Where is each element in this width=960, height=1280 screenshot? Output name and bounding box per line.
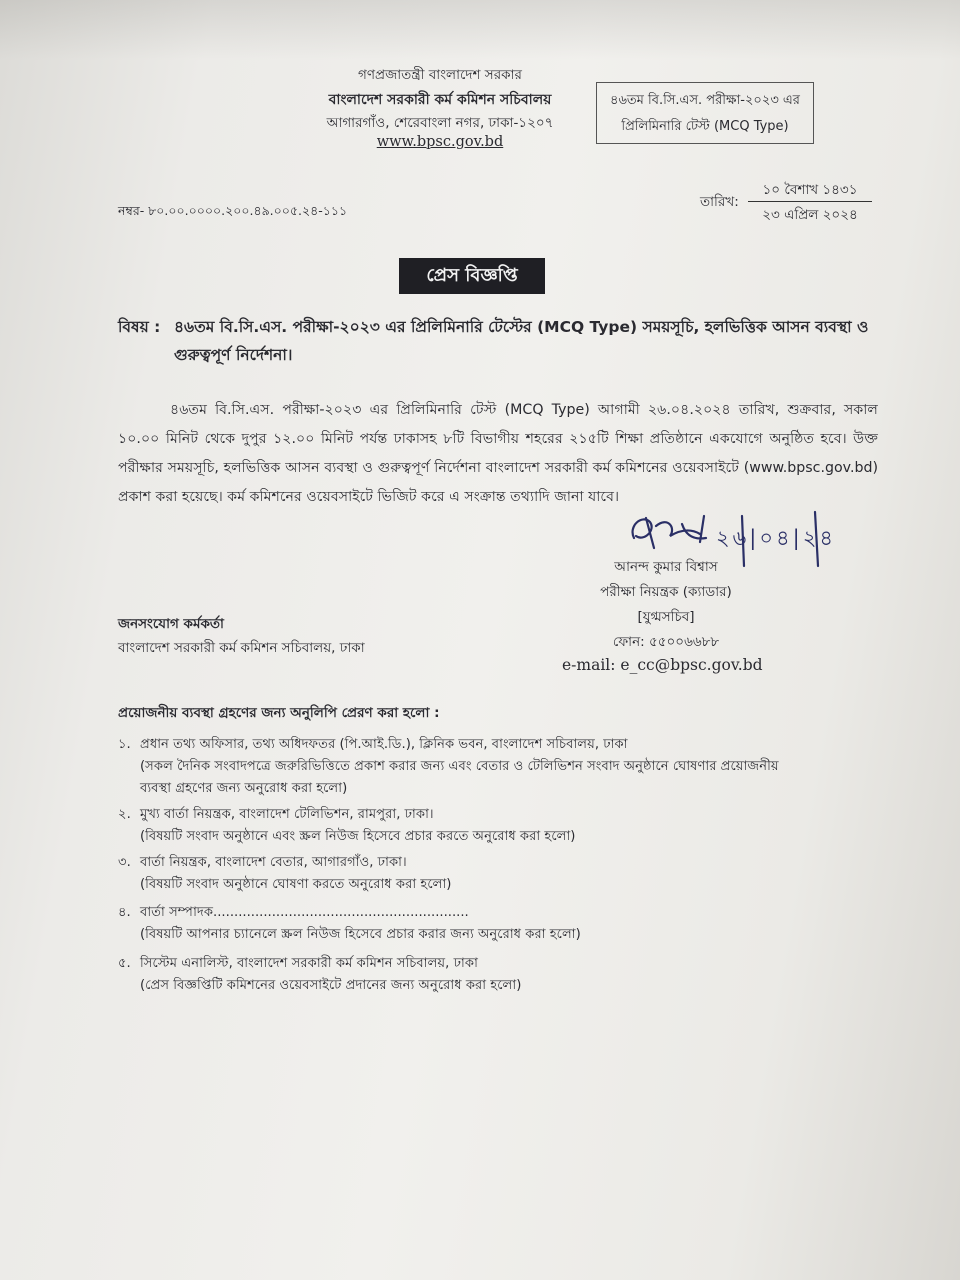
exam-label-line2: প্রিলিমিনারি টেস্ট (MCQ Type) xyxy=(621,119,789,134)
copy-heading: প্রয়োজনীয় ব্যবস্থা গ্রহণের জন্য অনুলিপি প্রেরণ করা হলো : xyxy=(118,705,440,721)
website-link[interactable]: www.bpsc.gov.bd xyxy=(376,134,504,150)
date-divider xyxy=(748,201,872,202)
pr-officer-title: জনসংযোগ কর্মকর্তা xyxy=(118,616,224,632)
signatory-name: আনন্দ কুমার বিশ্বাস xyxy=(614,559,718,575)
list-line: (বিষয়টি সংবাদ অনুষ্ঠানে ঘোষণা করতে অনুরোধ করা হলো) xyxy=(140,877,452,892)
list-line: (প্রেস বিজ্ঞপ্তিটি কমিশনের ওয়েবসাইটে প্রদানের জন্য অনুরোধ করা হলো) xyxy=(140,978,522,993)
memo-number: নম্বর- ৮০.০০.০০০০.২০০.৪৯.০০৫.২৪-১১১ xyxy=(118,203,348,218)
pr-officer-office: বাংলাদেশ সরকারী কর্ম কমিশন সচিবালয়, ঢাকা xyxy=(118,640,365,656)
handwritten-date: ২৬|০৪|২৪ xyxy=(716,526,837,550)
govt-line: গণপ্রজাতন্ত্রী বাংলাদেশ সরকার xyxy=(358,67,522,83)
date-english: ২৩ এপ্রিল ২০২৪ xyxy=(762,207,858,223)
exam-label-line1: ৪৬তম বি.সি.এস. পরীক্ষা-২০২৩ এর xyxy=(610,93,800,108)
press-release-title: প্রেস বিজ্ঞপ্তি xyxy=(399,258,545,294)
list-number: ৪. xyxy=(118,905,131,920)
list-line: সিস্টেম এনালিস্ট, বাংলাদেশ সরকারী কর্ম কমিশন সচিবালয়, ঢাকা xyxy=(140,956,478,971)
office-name: বাংলাদেশ সরকারী কর্ম কমিশন সচিবালয় xyxy=(328,92,552,108)
signatory-email[interactable]: e-mail: e_cc@bpsc.gov.bd xyxy=(562,656,763,674)
office-address: আগারগাঁও, শেরেবাংলা নগর, ঢাকা-১২০৭ xyxy=(326,115,554,131)
list-line: বার্তা সম্পাদক............................................................. xyxy=(140,905,469,920)
signatory-phone: ফোন: ৫৫০০৬৬৮৮ xyxy=(612,634,720,650)
subject-block xyxy=(118,313,888,364)
list-line: (বিষয়টি আপনার চ্যানেলে স্ক্রল নিউজ হিসেবে প্রচার করার জন্য অনুরোধ করা হলো) xyxy=(140,927,581,942)
list-number: ২. xyxy=(118,807,131,822)
date-label: তারিখ: xyxy=(700,194,739,210)
list-line: প্রধান তথ্য অফিসার, তথ্য অধিদফতর (পি.আই.ডি.), ক্লিনিক ভবন, বাংলাদেশ সচিবালয়, ঢাকা xyxy=(140,737,628,752)
list-number: ৫. xyxy=(118,956,131,971)
exam-label-box xyxy=(596,82,814,144)
list-line: ব্যবস্থা গ্রহণের জন্য অনুরোধ করা হলো) xyxy=(140,781,348,796)
list-number: ৩. xyxy=(118,855,131,870)
page-shadow xyxy=(0,0,960,60)
list-number: ১. xyxy=(118,737,131,752)
body-paragraph: ৪৬তম বি.সি.এস. পরীক্ষা-২০২৩ এর প্রিলিমিনারি টেস্ট (MCQ Type) আগামী ২৬.০৪.২০২৪ তারিখ, শুক্রবার, সকাল ১০.০০ মিনিট থেকে দুপুর ১২.০০ মিনিট পর্যন্ত ঢাকাসহ ৮টি বিভাগীয় শহরের ২১৫টি শিক্ষা প্রতিষ্ঠানে একযোগে অনুষ্ঠিত হবে। উক্ত পরীক্ষার সময়সূচি, হলভিত্তিক আসন ব্যবস্থা ও গুরুত্বপূর্ণ নির্দেশনা বাংলাদেশ সরকারী কর্ম কমিশনের ওয়েবসাইটে (www.bpsc.gov.bd) প্রকাশ করা হয়েছে। কর্ম কমিশনের ওয়েবসাইটে ভিজিট করে এ সংক্রান্ত তথ্যাদি জানা যাবে। xyxy=(118,402,878,505)
list-line: (বিষয়টি সংবাদ অনুষ্ঠানে এবং স্ক্রল নিউজ হিসেবে প্রচার করতে অনুরোধ করা হলো) xyxy=(140,829,576,844)
signatory-designation: পরীক্ষা নিয়ন্ত্রক (ক্যাডার) xyxy=(600,584,732,600)
signatory-rank: [যুগ্মসচিব] xyxy=(637,609,695,625)
subject-label: বিষয় : xyxy=(118,318,161,336)
list-line: মুখ্য বার্তা নিয়ন্ত্রক, বাংলাদেশ টেলিভিশন, রামপুরা, ঢাকা। xyxy=(140,807,434,822)
subject-text: ৪৬তম বি.সি.এস. পরীক্ষা-২০২৩ এর প্রিলিমিনারি টেস্টের (MCQ Type) সময়সূচি, হলভিত্তিক আসন ব্যবস্থা ও গুরুত্বপূর্ণ নির্দেশনা। xyxy=(174,318,869,364)
list-line: বার্তা নিয়ন্ত্রক, বাংলাদেশ বেতার, আগারগাঁও, ঢাকা। xyxy=(140,855,407,870)
date-bangla: ১০ বৈশাখ ১৪৩১ xyxy=(762,182,858,198)
list-line: (সকল দৈনিক সংবাদপত্রে জরুরিভিত্তিতে প্রকাশ করার জন্য এবং বেতার ও টেলিভিশন সংবাদ অনুষ্ঠানে ঘোষণার প্রয়োজনীয় xyxy=(140,759,779,774)
